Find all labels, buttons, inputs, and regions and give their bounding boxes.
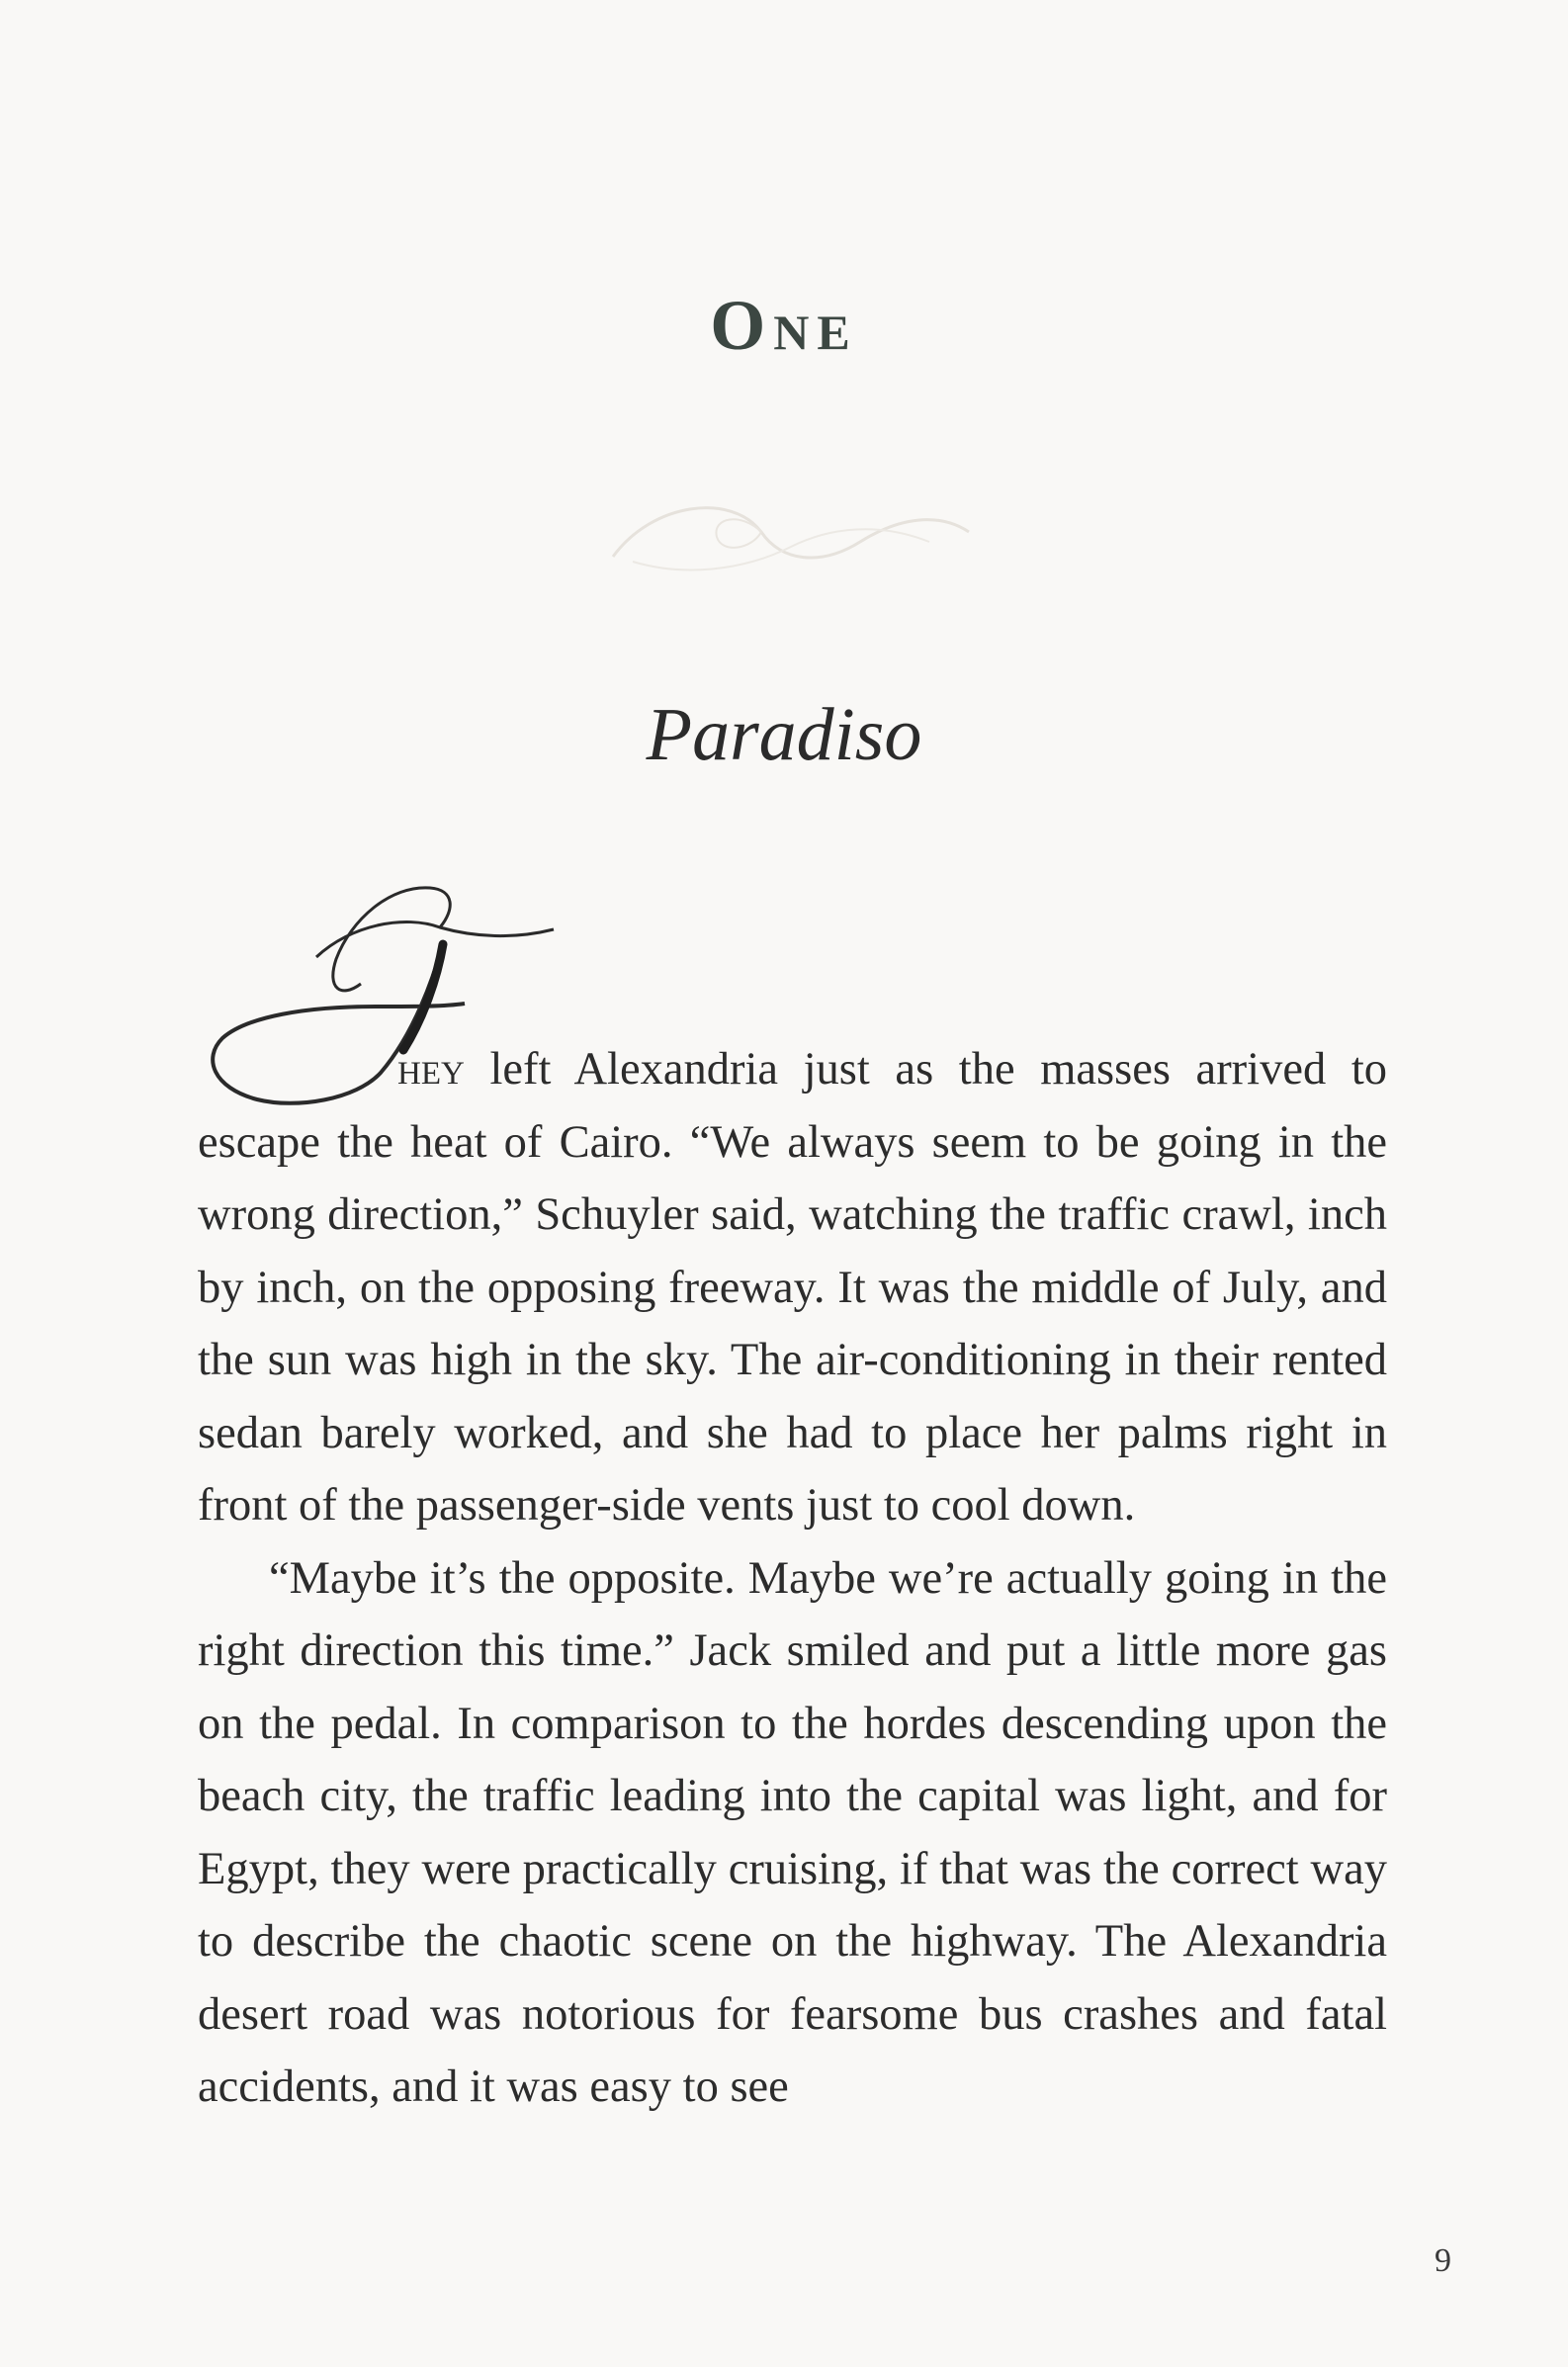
page-number: 9	[1435, 2242, 1451, 2279]
paragraph-2: “Maybe it’s the opposite. Maybe we’re actually going in the right direction this time.” Jack smiled and put a little more gas on the pedal. In comparison to the hordes descending upon the beach city, the traffic leading into the capital was light, and for Egypt, they were practically cruising, if that was the correct way to describe the chaotic scene on the highway. The Alexandria desert road was notorious for fearsome bus crashes and fatal accidents, and it was easy to see	[198, 1552, 1387, 2112]
drop-cap-t-icon	[178, 880, 573, 1117]
paragraph-1-text: left Alexandria just as the masses arrived to escape the heat of Cairo. “We always seem to be going in the wrong direction,” Schuyler said, watching the traffic crawl, inch by inch, on the opposing freeway. It was the middle of July, and the sun was high in the sky. The air-conditioning in their rented sedan barely worked, and she had to place her palms right in front of the passenger-side vents just to cool down.	[198, 1044, 1387, 1531]
first-word-rest: hey	[397, 1044, 465, 1095]
paragraph-1	[198, 1033, 1387, 1542]
chapter-title: Paradiso	[646, 693, 922, 776]
drop-cap	[188, 934, 395, 1068]
flourish-ornament-icon	[593, 463, 989, 591]
chapter-body	[198, 1033, 1387, 2124]
chapter-number: One	[710, 286, 858, 365]
